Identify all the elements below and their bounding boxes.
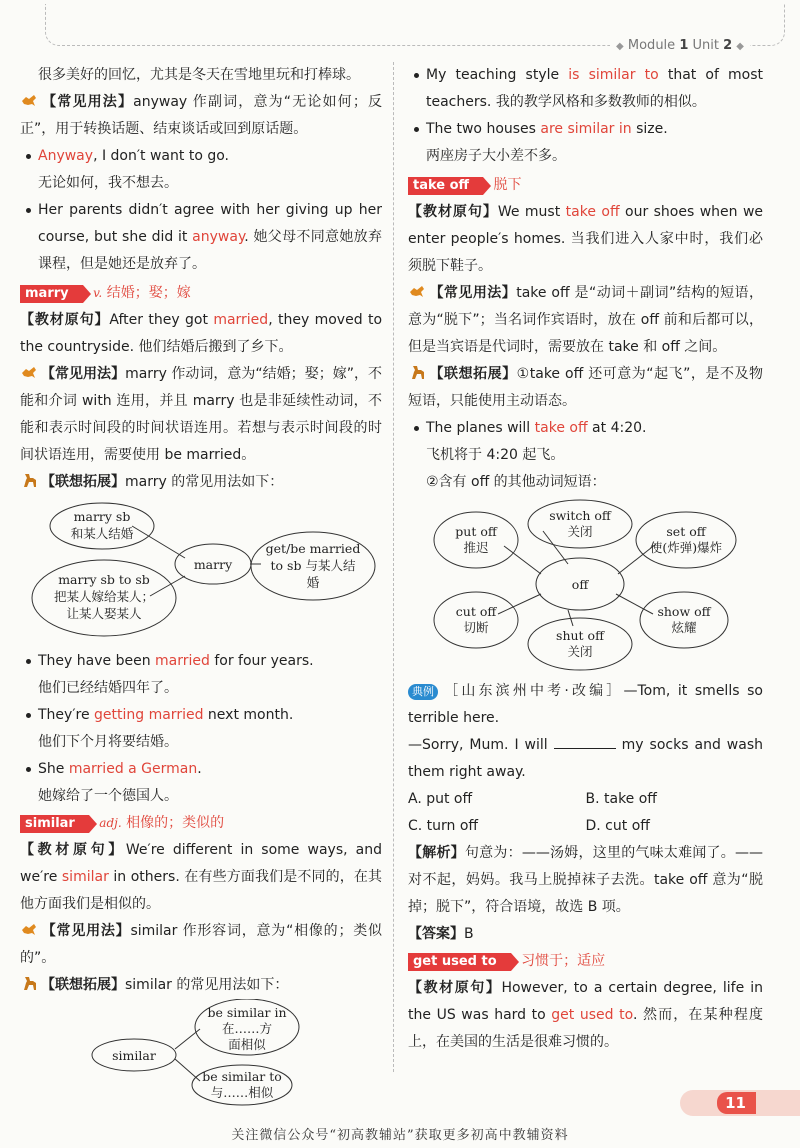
- similar-center-label: similar: [112, 1048, 156, 1063]
- footer-note: 关注微信公众号“初高教辅站”获取更多初高中教辅资料: [231, 1128, 569, 1143]
- off-center-label: off: [571, 577, 589, 592]
- getused-source: 【教材原句】However, to a certain degree, life in the US was hard to get used to. 然而，在某种程度上，在美国的生活是很难习惯的。: [408, 980, 763, 1050]
- off-cut-zh: 切断: [463, 620, 489, 635]
- right-column: [408, 62, 763, 1056]
- similar-example-2: The two houses are similar in size.: [408, 116, 763, 143]
- dog-icon: [20, 92, 40, 108]
- marry-node-3-en: get/be married: [265, 541, 361, 556]
- deer-icon: [20, 975, 40, 991]
- anyway-example-2: Her parents didn′t agree with her giving up her course, but she did it anyway. 她父母不同意她放弃课程，但是她还是放弃了。: [20, 197, 382, 278]
- marry-example-2: They′re getting married next month.: [20, 702, 382, 729]
- off-diagram: [408, 496, 763, 678]
- off-shut-en: shut off: [556, 628, 604, 643]
- off-set-en: set off: [666, 524, 706, 539]
- options-row-2: [408, 813, 763, 840]
- marry-example-2-zh: 他们下个月将要结婚。: [38, 734, 178, 750]
- similar-example-1: My teaching style is similar to that of most teachers. 我的教学风格和多数教师的相似。: [408, 62, 763, 116]
- similar-source: 【教材原句】We′re different in some ways, and we′re similar in others. 在有些方面我们是不同的，在其他方面我们是相似的。: [20, 842, 383, 912]
- page-number: 11: [717, 1092, 756, 1114]
- takeoff-extension-2: ②含有 off 的其他动词短语：: [426, 474, 606, 490]
- marry-node-3-mid: to sb 与某人结: [270, 558, 356, 573]
- marry-extension: 【联想拓展】marry 的常见用法如下：: [20, 469, 382, 496]
- anyway-usage: 【常见用法】anyway 作副词，意为“无论如何；反正”，用于转换话题、结束谈话或回到原话题。: [20, 94, 382, 137]
- marry-node-2-zh-1: 把某人嫁给某人；: [53, 589, 155, 604]
- marry-source: 【教材原句】After they got married, they moved to the countryside. 他们结婚后搬到了乡下。: [20, 312, 383, 355]
- getused-tag: get used to: [408, 953, 511, 971]
- similar-diagram: [20, 999, 382, 1109]
- similar-node-1-zh-1: 在……方: [221, 1021, 273, 1036]
- example-question-line-2: —Sorry, Mum. I will my socks and wash them right away.: [408, 737, 764, 780]
- marry-example-3: She married a German.: [20, 756, 382, 783]
- marry-node-3-zh: 婚: [306, 575, 320, 590]
- marry-example-3-zh: 她嫁给了一个德国人。: [38, 788, 178, 804]
- dog-icon: [408, 283, 428, 299]
- intro-text: 很多美好的回忆，尤其是冬天在雪地里玩和打棒球。: [38, 67, 360, 83]
- getused-heading: get used to 习惯于；适应: [408, 948, 763, 975]
- answer-blank: [554, 735, 616, 749]
- similar-extension: 【联想拓展】similar 的常见用法如下：: [20, 972, 382, 999]
- marry-diagram: [20, 496, 382, 648]
- off-switch-zh: 关闭: [567, 524, 593, 539]
- similar-heading: similar adj. 相像的；类似的: [20, 810, 382, 837]
- off-put-en: put off: [455, 524, 497, 539]
- takeoff-heading: take off 脱下: [408, 172, 763, 199]
- similar-node-1-zh-2: 面相似: [228, 1037, 266, 1052]
- answer: 【答案】B: [408, 926, 474, 942]
- module-header: ◆ Module 1 Unit 2 ◆: [610, 38, 750, 53]
- option-c: C. turn off: [408, 818, 479, 834]
- similar-node-1-en: be similar in: [207, 1005, 287, 1020]
- dog-icon: [20, 921, 40, 937]
- example-badge: 典例: [408, 684, 438, 700]
- column-divider: [393, 62, 394, 1072]
- option-d: D. cut off: [585, 818, 650, 834]
- marry-usage: 【常见用法】marry 作动词，意为“结婚；娶；嫁”，不能和介词 with 连用，并且 marry 也是非延续性动词，不能和表示时间段的时间状语连用。若想与表示时间段的时间状语连用，需要使用 be married。: [20, 366, 383, 463]
- marry-node-2-en: marry sb to sb: [58, 572, 150, 587]
- marry-example-1: They have been married for four years.: [20, 648, 382, 675]
- deer-icon: [20, 472, 40, 488]
- marry-node-1-en: marry sb: [73, 509, 131, 524]
- option-b: B. take off: [585, 791, 657, 807]
- takeoff-source: 【教材原句】We must take off our shoes when we enter people′s homes. 当我们进入人家中时，我们必须脱下鞋子。: [408, 204, 764, 274]
- deer-icon: [408, 364, 428, 380]
- marry-tag: marry: [20, 285, 83, 303]
- off-put-zh: 推迟: [463, 540, 489, 555]
- marry-node-2-zh-2: 让某人娶某人: [66, 606, 142, 621]
- example-question: 典例 ［山东滨州中考·改编］—Tom, it smells so terrible here.: [408, 683, 763, 726]
- marry-node-1-zh: 和某人结婚: [70, 526, 134, 541]
- off-switch-en: switch off: [549, 508, 611, 523]
- marry-heading: marry v. 结婚；娶；嫁: [20, 280, 382, 307]
- off-show-en: show off: [657, 604, 711, 619]
- takeoff-extension: 【联想拓展】①take off 还可意为“起飞”，是不及物短语，只能使用主动语态。: [408, 366, 763, 409]
- similar-node-2-zh: 与……相似: [210, 1085, 274, 1100]
- similar-tag: similar: [20, 815, 89, 833]
- similar-node-2-en: be similar to: [202, 1069, 282, 1084]
- off-show-zh: 炫耀: [671, 620, 697, 635]
- marry-center-label: marry: [193, 557, 233, 572]
- analysis: 【解析】句意为：——汤姆，这里的气味太难闻了。——对不起，妈妈。我马上脱掉袜子去洗。take off 意为“脱掉；脱下”，符合语境，故选 B 项。: [408, 845, 764, 915]
- anyway-example-1: Anyway, I don′t want to go.: [20, 143, 382, 170]
- takeoff-usage: 【常见用法】take off 是“动词＋副词”结构的短语，意为“脱下”；当名词作宾语时，放在 off 前和后都可以，但是当宾语是代词时，需要放在 take 和 off 之间。: [408, 285, 763, 355]
- similar-usage: 【常见用法】similar 作形容词，意为“相像的；类似的”。: [20, 923, 382, 966]
- off-set-zh: 使(炸弹)爆炸: [649, 540, 723, 555]
- takeoff-example-1: The planes will take off at 4:20.: [408, 415, 763, 442]
- dog-icon: [20, 364, 40, 380]
- option-a: A. put off: [408, 791, 473, 807]
- off-cut-en: cut off: [455, 604, 497, 619]
- takeoff-tag: take off: [408, 177, 483, 195]
- takeoff-example-1-zh: 飞机将于 4:20 起飞。: [426, 447, 565, 463]
- similar-example-2-zh: 两座房子大小差不多。: [426, 148, 566, 164]
- options-row-1: [408, 786, 763, 813]
- marry-example-1-zh: 他们已经结婚四年了。: [38, 680, 178, 696]
- left-column: [20, 62, 382, 1109]
- off-shut-zh: 关闭: [567, 644, 593, 659]
- anyway-example-1-zh: 无论如何，我不想去。: [38, 175, 178, 191]
